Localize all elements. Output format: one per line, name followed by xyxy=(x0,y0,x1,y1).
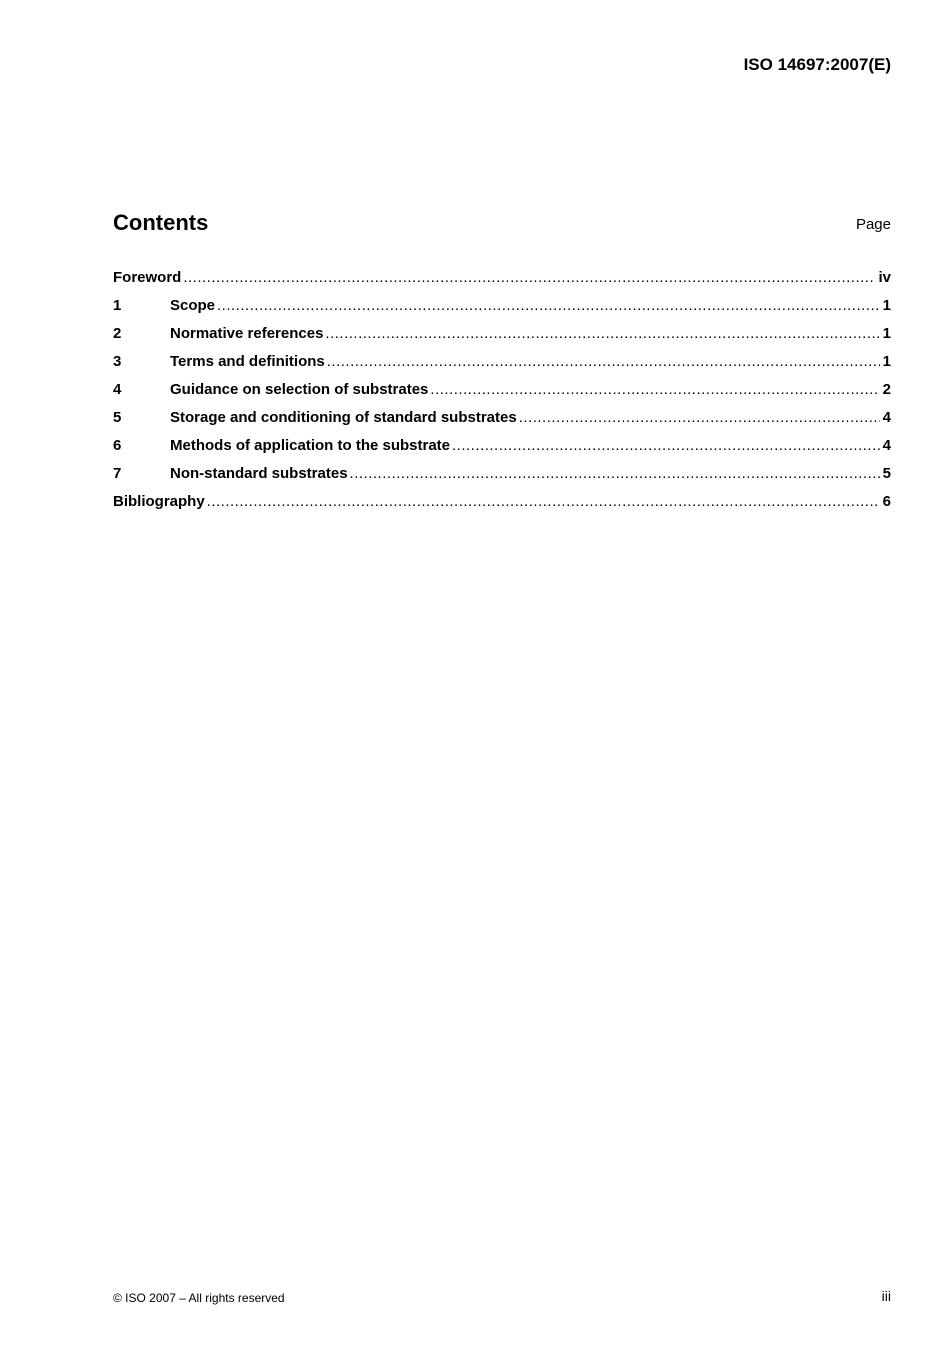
toc-entry-label: Terms and definitions xyxy=(170,353,325,370)
toc-entry-page: iv xyxy=(878,269,891,286)
toc-entry-number: 4 xyxy=(113,381,122,398)
toc-entry-foreword[interactable] xyxy=(113,268,891,296)
toc-entry-page: 1 xyxy=(882,353,891,370)
dot-leader xyxy=(327,352,880,372)
dot-leader xyxy=(519,408,880,428)
toc-entry-page: 2 xyxy=(882,381,891,398)
toc-entry-label: Normative references xyxy=(170,325,324,342)
toc-heading xyxy=(113,210,891,238)
toc-entry-number: 5 xyxy=(113,409,122,426)
toc-entry-label: Bibliography xyxy=(113,493,205,510)
dot-leader xyxy=(183,268,875,288)
toc-entry-page: 4 xyxy=(882,409,891,426)
toc-entry-number: 6 xyxy=(113,437,122,454)
dot-leader xyxy=(430,380,879,400)
toc-entry-methods-of-application[interactable] xyxy=(113,436,891,464)
toc-page-column-label: Page xyxy=(855,216,891,233)
toc-entry-label: Guidance on selection of substrates xyxy=(170,381,429,398)
toc-entry-page: 1 xyxy=(882,325,891,342)
toc-entry-label: Scope xyxy=(170,297,216,314)
toc-entry-storage-and-conditioning[interactable] xyxy=(113,408,891,436)
toc-entry-number: 7 xyxy=(113,465,122,482)
dot-leader xyxy=(452,436,880,456)
toc-entry-page: 6 xyxy=(882,493,891,510)
toc-entry-page: 1 xyxy=(882,297,891,314)
toc-entry-number: 3 xyxy=(113,353,122,370)
document-identifier: ISO 14697:2007(E) xyxy=(743,55,891,74)
dot-leader xyxy=(207,492,880,512)
page-footer xyxy=(113,1288,891,1306)
dot-leader xyxy=(217,296,880,316)
toc-entry-terms-and-definitions[interactable] xyxy=(113,352,891,380)
toc-entry-label: Methods of application to the substrate xyxy=(170,437,451,454)
toc-entry-non-standard-substrates[interactable] xyxy=(113,464,891,492)
dot-leader xyxy=(350,464,880,484)
page-number: iii xyxy=(881,1288,891,1304)
toc-list xyxy=(113,268,891,520)
toc-entry-scope[interactable] xyxy=(113,296,891,324)
toc-entry-guidance-on-selection[interactable] xyxy=(113,380,891,408)
toc-entry-page: 4 xyxy=(882,437,891,454)
toc-entry-number: 2 xyxy=(113,325,122,342)
toc-entry-label: Non-standard substrates xyxy=(170,465,348,482)
toc-entry-bibliography[interactable] xyxy=(113,492,891,520)
dot-leader xyxy=(325,324,879,344)
toc-entry-label: Storage and conditioning of standard substrates xyxy=(170,409,517,426)
toc-entry-number: 1 xyxy=(113,297,122,314)
toc-title: Contents xyxy=(113,210,209,235)
copyright-notice: © ISO 2007 – All rights reserved xyxy=(113,1291,285,1305)
toc-entry-label: Foreword xyxy=(113,269,182,286)
toc-entry-normative-references[interactable] xyxy=(113,324,891,352)
toc-entry-page: 5 xyxy=(882,465,891,482)
